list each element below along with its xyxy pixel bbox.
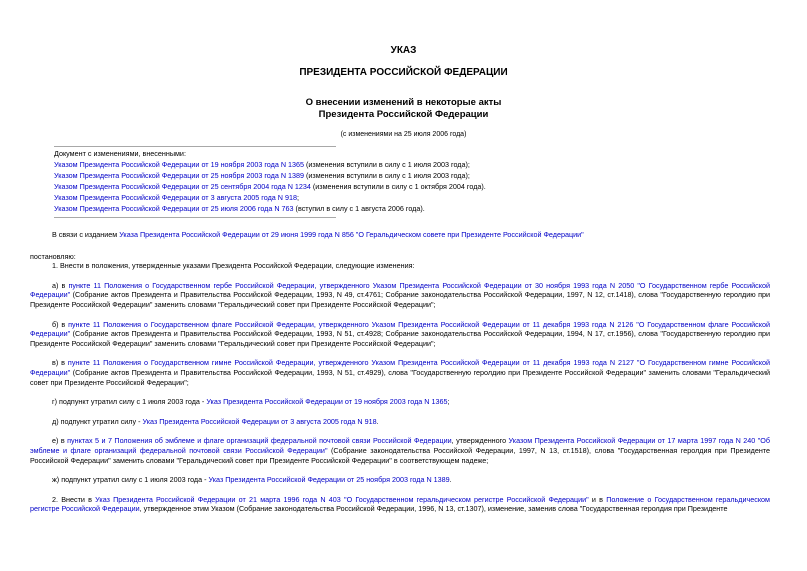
divider-top: [54, 146, 336, 147]
subparagraph-d-link[interactable]: Указ Президента Российской Федерации от 3 августа 2005 года N 918: [142, 416, 377, 426]
subparagraph-v: в) в пункте 11 Положения о Государственном гимне Российской Федерации, утвержденного Указом Президента Российской Федерации от 11 декабря 1993 года N 2127 "О Государственном гимне Российской Федерации" (Собрание актов Президента и Правительства Российской Федерации, 1993, N 51, ст.4929), слова "Государственную геролдию при Президенте Российской Федерации" заменить словами "Геральдический совет при Президенте Российской Федерации";: [30, 358, 770, 387]
amendment-link[interactable]: Указом Президента Российской Федерации от 19 ноября 2003 года N 1365: [54, 160, 304, 169]
amendment-item: Указом Президента Российской Федерации от 3 августа 2005 года N 918;: [54, 193, 299, 202]
paragraph-1: 1. Внести в положения, утвержденные указами Президента Российской Федерации, следующие изменения:: [52, 261, 415, 271]
amendment-item: Указом Президента Российской Федерации от 25 июля 2006 года N 763 (вступил в силу с 1 августа 2006 года).: [54, 204, 425, 213]
subparagraph-e-link2[interactable]: Указом Президента Российской Федерации от 17 марта 1997 года N 240 "Об эмблеме и флаге организаций федеральной почтовой связи Российской Федерации": [30, 436, 770, 455]
amendment-item: Указом Президента Российской Федерации от 25 сентября 2004 года N 1234 (изменения вступили в силу с 1 октября 2004 года).: [54, 182, 486, 191]
subparagraph-e: е) в пунктах 5 и 7 Положения об эмблеме и флаге организаций федеральной почтовой связи Российской Федерации, утвержденного Указом Президента Российской Федерации от 17 марта 1997 года N 240 "Об эмблеме и флаге организаций федеральной почтовой связи Российской Федерации" (Собрание законодательства Российской Федерации, 1997, N 13, ст.1518), слова "Государственная геролдия при Президенте Российской Федерации" заменить словами "Геральдический совет при Президенте Российской Федерации" в соответствующем падеже;: [30, 436, 770, 465]
subparagraph-a-link[interactable]: пункте 11 Положения о Государственном гербе Российской Федерации, утвержденного Указом Президента Российской Федерации от 30 ноября 1993 года N 2050 "О Государственном гербе Российской Федерации": [30, 280, 770, 300]
subparagraph-zh: ж) подпункт утратил силу с 1 июля 2003 года - Указ Президента Российской Федерации от 25 ноября 2003 года N 1389.: [52, 475, 452, 485]
subparagraph-zh-link[interactable]: Указ Президента Российской Федерации от 25 ноября 2003 года N 1389: [208, 475, 450, 485]
subparagraph-b-link[interactable]: пункте 11 Положения о Государственном флаге Российской Федерации, утвержденного Указом Президента Российской Федерации от 11 декабря 1993 года N 2126 "О Государственном флаге Российской Федерации": [30, 319, 770, 339]
amendment-note: (с изменениями на 25 июля 2006 года): [340, 131, 467, 138]
paragraph-2-link2[interactable]: Положение о Государственном геральдическом регистре Российской Федерации: [30, 494, 770, 514]
decree-title: УКАЗ: [390, 45, 417, 56]
subparagraph-v-link[interactable]: пункте 11 Положения о Государственном гимне Российской Федерации, утвержденного Указом Президента Российской Федерации от 11 декабря 1993 года N 2127 "О Государственном гимне Российской Федерации": [30, 358, 770, 377]
amendment-link[interactable]: Указом Президента Российской Федерации от 25 сентября 2004 года N 1234: [54, 182, 311, 191]
decree-body: [30, 230, 770, 514]
amendments-intro: Документ с изменениями, внесенными:: [54, 149, 186, 158]
subparagraph-g-link[interactable]: Указ Президента Российской Федерации от 19 ноября 2003 года N 1365: [206, 397, 448, 407]
amendments-block: [54, 149, 774, 215]
subparagraph-e-link1[interactable]: пунктах 5 и 7 Положения об эмблеме и флаге организаций федеральной почтовой связи Российской Федерации: [67, 436, 452, 446]
intro-paragraph: В связи с изданием Указа Президента Российской Федерации от 29 июня 1999 года N 856 "О Геральдическом совете при Президенте Российской Федерации": [52, 230, 584, 239]
amendment-item: Указом Президента Российской Федерации от 19 ноября 2003 года N 1365 (изменения вступили в силу с 1 июля 2003 года);: [54, 160, 470, 169]
amendment-link[interactable]: Указом Президента Российской Федерации от 25 июля 2006 года N 763: [54, 204, 294, 213]
decree-subject-line2: Президента Российской Федерации: [318, 109, 489, 120]
subparagraph-g: г) подпункт утратил силу с 1 июля 2003 года - Указ Президента Российской Федерации от 19 ноября 2003 года N 1365;: [52, 397, 450, 407]
amendment-link[interactable]: Указом Президента Российской Федерации от 3 августа 2005 года N 918: [54, 193, 297, 202]
decree-subject-line1: О внесении изменений в некоторые акты: [305, 97, 502, 108]
subparagraph-b: б) в пункте 11 Положения о Государственном флаге Российской Федерации, утвержденного Указом Президента Российской Федерации от 11 декабря 1993 года N 2126 "О Государственном флаге Российской Федерации" (Собрание актов Президента и Правительства Российской Федерации, 1993, N 51, ст.4928; Собрание законодательства Российской Федерации, 1994, N 17, ст.1956), слова "Государственную геролдию при Президенте Российской Федерации" заменить словами "Геральдический совет при Президенте Российской Федерации";: [30, 319, 770, 348]
subparagraph-a: а) в пункте 11 Положения о Государственном гербе Российской Федерации, утвержденного Указом Президента Российской Федерации от 30 ноября 1993 года N 2050 "О Государственном гербе Российской Федерации" (Собрание актов Президента и Правительства Российской Федерации, 1993, N 49, ст.4761; Собрание законодательства Российской Федерации, 1997, N 12, ст.1418), слова "Государственную геролдию при Президенте Российской Федерации" заменить словами "Геральдический совет при Президенте Российской Федерации";: [30, 280, 770, 309]
intro-link[interactable]: Указа Президента Российской Федерации от 29 июня 1999 года N 856 "О Геральдическом совете при Президенте Российской Федерации": [119, 230, 584, 239]
decree-issuer: ПРЕЗИДЕНТА РОССИЙСКОЙ ФЕДЕРАЦИИ: [299, 67, 508, 78]
subparagraph-d: д) подпункт утратил силу - Указ Президента Российской Федерации от 3 августа 2005 года N 918.: [52, 416, 379, 426]
paragraph-2-link1[interactable]: Указ Президента Российской Федерации от 21 марта 1996 года N 403 "О Государственном геральдическом регистре Российской Федерации": [95, 494, 589, 504]
postanovlyayu-text: постановляю:: [30, 251, 76, 261]
divider-bottom: [54, 217, 336, 218]
amendment-link[interactable]: Указом Президента Российской Федерации от 25 ноября 2003 года N 1389: [54, 171, 304, 180]
amendment-item: Указом Президента Российской Федерации от 25 ноября 2003 года N 1389 (изменения вступили в силу с 1 июля 2003 года);: [54, 171, 470, 180]
paragraph-2: 2. Внести в Указ Президента Российской Федерации от 21 марта 1996 года N 403 "О Государственном геральдическом регистре Российской Федерации" и в Положение о Государственном геральдическом регистре Российской Федерации, утвержденное этим Указом (Собрание законодательства Российской Федерации, 1996, N 13, ст.1307), изменение, заменив слова "Государственная геролдия при Президенте: [30, 494, 770, 514]
